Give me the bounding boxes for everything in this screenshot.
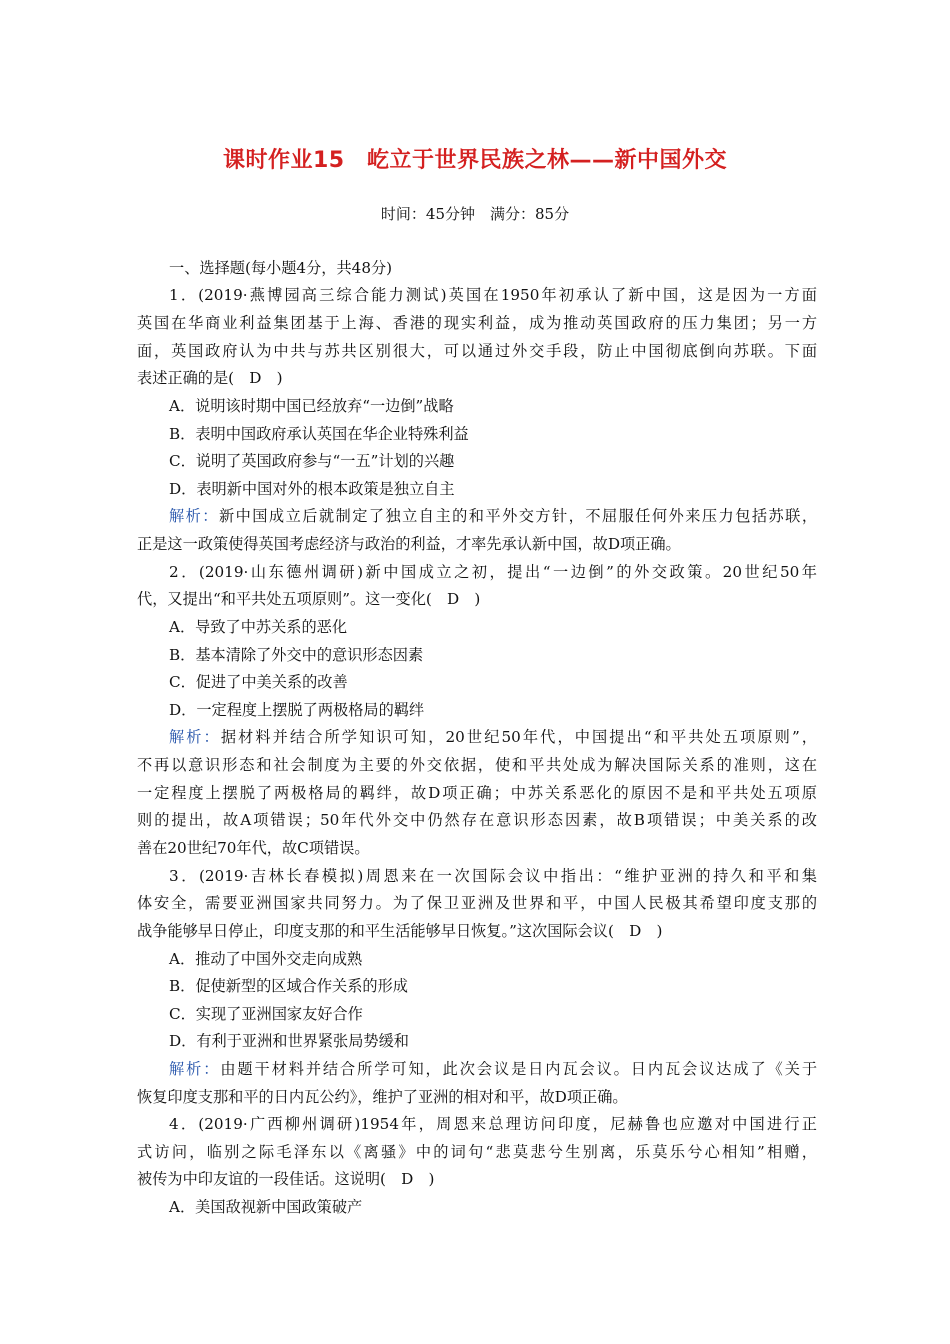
q3-stem-line: 战争能够早日停止，印度支那的和平生活能够早日恢复。”这次国际会议( D ) — [137, 922, 663, 940]
analysis-label: 解析： — [169, 1060, 221, 1078]
q3-stem-line: 3．(2019·吉林长春模拟)周恩来在一次国际会议中指出：“维护亚洲的持久和平和集 — [169, 867, 817, 885]
q1-stem-line: 1．(2019·燕博园高三综合能力测试)英国在1950年初承认了新中国，这是因为一方面 — [169, 286, 817, 304]
q3-option-b: B．促使新型的区域合作关系的形成 — [169, 977, 408, 995]
q1-option-c: C．说明了英国政府参与“一五”计划的兴趣 — [169, 452, 455, 470]
q2-option-c: C．促进了中美关系的改善 — [169, 673, 348, 691]
analysis-label: 解析： — [169, 507, 219, 525]
q1-stem-line: 面，英国政府认为中共与苏共区别很大，可以通过外交手段，防止中国彻底倒向苏联。下面 — [137, 342, 817, 360]
q2-analysis-line: 则的提出，故A项错误；50年代外交中仍然存在意识形态因素，故B项错误；中美关系的改 — [137, 811, 817, 829]
q3-option-d: D．有利于亚洲和世界紧张局势缓和 — [169, 1032, 409, 1050]
q4-stem-line: 式访问，临别之际毛泽东以《离骚》中的词句“悲莫悲兮生别离，乐莫乐兮心相知”相赠， — [137, 1143, 817, 1161]
q3-analysis-line — [137, 1059, 817, 1079]
q1-analysis-line — [137, 506, 817, 526]
q2-analysis-line: 善在20世纪70年代，故C项错误。 — [137, 839, 370, 857]
q2-analysis-line: 一定程度上摆脱了两极格局的羁绊，故D项正确；中苏关系恶化的原因不是和平共处五项原 — [137, 784, 817, 802]
q2-analysis-line — [137, 727, 817, 747]
q2-option-a: A．导致了中苏关系的恶化 — [169, 618, 348, 636]
q4-stem-line: 4．(2019·广西柳州调研)1954年，周恩来总理访问印度，尼赫鲁也应邀对中国进行正 — [169, 1115, 817, 1133]
page-title: 课时作业15 屹立于世界民族之林——新中国外交 — [222, 148, 728, 173]
q3-analysis-text: 由题干材料并结合所学可知，此次会议是日内瓦会议。日内瓦会议达成了《关于 — [220, 1060, 818, 1078]
q1-option-b: B．表明中国政府承认英国在华企业特殊利益 — [169, 425, 469, 443]
analysis-label: 解析： — [169, 728, 221, 746]
q4-stem-line: 被传为中印友谊的一段佳话。这说明( D ) — [137, 1170, 435, 1188]
q3-analysis-line: 恢复印度支那和平的日内瓦公约》，维护了亚洲的相对和平，故D项正确。 — [137, 1088, 628, 1106]
q1-stem-line: 表述正确的是( D ) — [137, 369, 283, 387]
q1-option-a: A．说明该时期中国已经放弃“一边倒”战略 — [169, 397, 454, 415]
q2-stem-line: 2．(2019·山东德州调研)新中国成立之初，提出“一边倒”的外交政策。20世纪50年 — [169, 563, 817, 581]
q4-option-a: A．美国敌视新中国政策破产 — [169, 1198, 363, 1216]
q3-option-a: A．推动了中国外交走向成熟 — [169, 950, 363, 968]
q3-option-c: C．实现了亚洲国家友好合作 — [169, 1005, 363, 1023]
q1-option-d: D．表明新中国对外的根本政策是独立自主 — [169, 480, 455, 498]
q2-option-d: D．一定程度上摆脱了两极格局的羁绊 — [169, 701, 425, 719]
q1-stem-line: 英国在华商业利益集团基于上海、香港的现实利益，成为推动英国政府的压力集团；另一方 — [137, 314, 817, 332]
q2-analysis-text: 据材料并结合所学知识可知，20世纪50年代，中国提出“和平共处五项原则”， — [220, 728, 817, 746]
q2-option-b: B．基本清除了外交中的意识形态因素 — [169, 646, 424, 664]
q1-analysis-text: 新中国成立后就制定了独立自主的和平外交方针，不屈服任何外来压力包括苏联， — [218, 507, 818, 525]
time-score-info: 时间：45分钟 满分：85分 — [380, 205, 570, 223]
section-heading: 一、选择题(每小题4分，共48分) — [169, 259, 393, 277]
q3-stem-line: 体安全，需要亚洲国家共同努力。为了保卫亚洲及世界和平，中国人民极其希望印度支那的 — [137, 894, 817, 912]
q2-analysis-line: 不再以意识形态和社会制度为主要的外交依据，使和平共处成为解决国际关系的准则，这在 — [137, 756, 817, 774]
q2-stem-line: 代，又提出“和平共处五项原则”。这一变化( D ) — [137, 590, 481, 608]
q1-analysis-line: 正是这一政策使得英国考虑经济与政治的利益，才率先承认新中国，故D项正确。 — [137, 535, 681, 553]
